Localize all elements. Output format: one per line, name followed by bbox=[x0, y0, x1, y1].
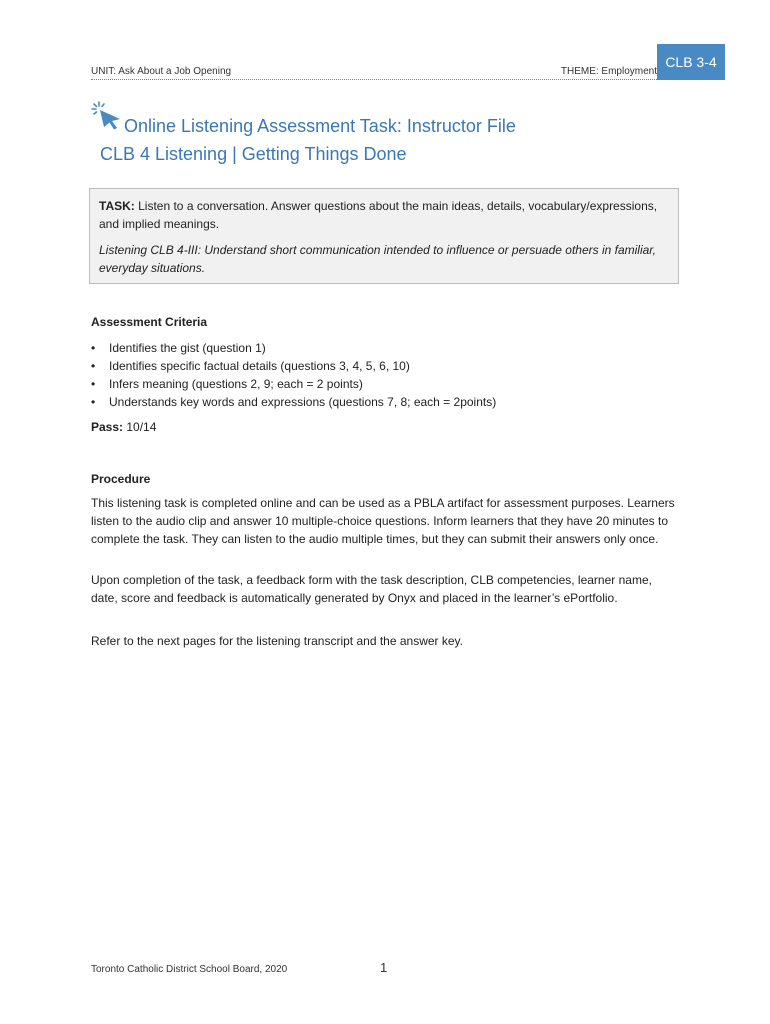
theme-label: THEME: Employment bbox=[560, 66, 657, 77]
clb-level-tab: CLB 3-4 bbox=[657, 44, 725, 80]
list-item: • Understands key words and expressions (questions 7, 8; each = 2points) bbox=[91, 393, 496, 411]
list-item: • Identifies the gist (question 1) bbox=[91, 339, 496, 357]
task-box bbox=[89, 188, 679, 284]
task-description bbox=[99, 197, 669, 233]
procedure-paragraph: This listening task is completed online and can be used as a PBLA artifact for assessment purposes. Learners listen to the audio clip and answer 10 multiple-choice questions. Inform learners that they have 20 minutes to complete the task. They can listen to the audio multiple times, but they can submit their answers only once. bbox=[91, 496, 675, 546]
page-title: Online Listening Assessment Task: Instructor File bbox=[124, 116, 516, 136]
pass-value: 10/14 bbox=[123, 420, 157, 434]
procedure-heading: Procedure bbox=[91, 472, 151, 486]
task-competency: Listening CLB 4-III: Understand short communication intended to influence or persuade others in familiar, everyday situations. bbox=[99, 243, 656, 275]
procedure-paragraph: Refer to the next pages for the listening transcript and the answer key. bbox=[91, 634, 463, 648]
page-header bbox=[91, 64, 657, 80]
pass-score bbox=[91, 420, 156, 434]
list-item: • Identifies specific factual details (questions 3, 4, 5, 6, 10) bbox=[91, 357, 496, 375]
procedure-paragraph: Upon completion of the task, a feedback form with the task description, CLB competencies, learner name, date, score and feedback is automatically generated by Onyx and placed in the learner’s ePortfolio. bbox=[91, 573, 652, 605]
assessment-criteria-heading: Assessment Criteria bbox=[91, 315, 208, 329]
footer-organization: Toronto Catholic District School Board, 2020 bbox=[91, 964, 288, 975]
list-item: • Infers meaning (questions 2, 9; each = 2 points) bbox=[91, 375, 496, 393]
task-label: TASK: bbox=[99, 199, 135, 213]
task-text: Listen to a conversation. Answer questions about the main ideas, details, vocabulary/expressions, and implied meanings. bbox=[99, 199, 658, 231]
mouse-cursor-click-icon bbox=[90, 100, 124, 130]
pass-label: Pass: bbox=[91, 420, 124, 434]
unit-label: UNIT: Ask About a Job Opening bbox=[91, 66, 232, 77]
header-divider bbox=[91, 79, 725, 80]
assessment-criteria-list bbox=[91, 339, 496, 411]
page-subtitle: CLB 4 Listening | Getting Things Done bbox=[100, 144, 407, 164]
page-number: 1 bbox=[380, 960, 388, 975]
